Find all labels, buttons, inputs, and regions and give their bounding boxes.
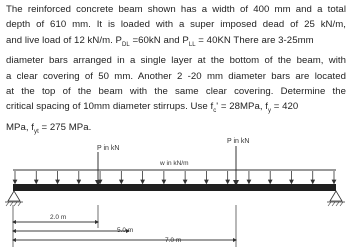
problem-line-6: at the top of the beam with the same clear covering. Determine the bbox=[6, 85, 346, 97]
problem-line-7: critical spacing of 10mm diameter stirrups. Use $f_c' = 28MPa$, $f_y = 420$ bbox=[6, 101, 299, 115]
dimension-label-3: 7.0 m bbox=[165, 237, 182, 244]
distributed-load-arrows bbox=[15, 171, 334, 182]
distributed-load-label: w in kN/m bbox=[160, 160, 189, 167]
problem-line-8: MPa, $f_{yt} = 275$ MPa. bbox=[6, 121, 92, 135]
problem-line-4: diameter bars arranged in a single layer at the bottom of the beam, with bbox=[6, 55, 346, 67]
point-load-right-label: P in kN bbox=[227, 138, 250, 145]
dimension-label-2: 5.0 m bbox=[117, 227, 134, 234]
dimension-label-1: 2.0 m bbox=[50, 214, 67, 221]
problem-line-2: depth of 610 mm. It is loaded with a super imposed dead of 25 kN/m, bbox=[6, 19, 346, 31]
problem-line-3: and live load of 12 kN/m. $P_{DL} =60kN$ and $P_{LL} = 40KN$ There are 3-25mm bbox=[6, 34, 314, 48]
beam bbox=[13, 184, 336, 191]
dimension-lines bbox=[13, 205, 236, 247]
problem-line-1: The reinforced concrete beam shown has a width of 400 mm and a total bbox=[6, 4, 346, 15]
pin-support-right bbox=[327, 191, 345, 206]
problem-line-5: a clear covering of 50 mm. Another 2 -20 mm diameter bars are located bbox=[6, 70, 346, 82]
point-load-left-label: P in kN bbox=[97, 145, 120, 152]
pin-support-left bbox=[5, 191, 23, 206]
